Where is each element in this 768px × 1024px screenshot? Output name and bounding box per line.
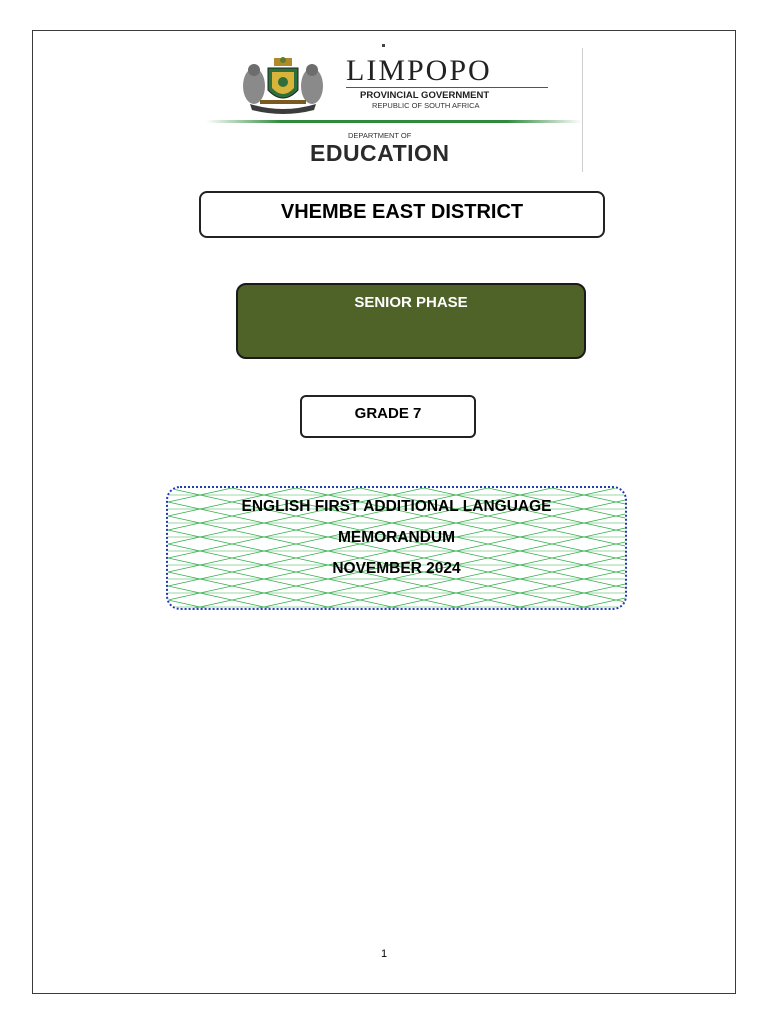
logo-department: EDUCATION (310, 140, 450, 166)
logo-title-rule (346, 87, 548, 88)
logo-department-prefix: DEPARTMENT OF (348, 131, 412, 140)
logo-mark (382, 44, 385, 47)
logo-subtitle: PROVINCIAL GOVERNMENT (360, 90, 490, 101)
phase-box (236, 283, 586, 359)
logo-divider (582, 48, 583, 172)
subject-title: ENGLISH FIRST ADDITIONAL LANGUAGE (241, 498, 552, 515)
coat-of-arms-icon (240, 56, 326, 116)
page-number: 1 (380, 948, 388, 960)
grade-box (300, 395, 476, 438)
logo-green-rule (206, 120, 582, 123)
document-type: MEMORANDUM (337, 529, 456, 546)
subject-box (166, 486, 627, 610)
limpopo-education-logo (206, 44, 586, 172)
phase-label: SENIOR PHASE (354, 294, 468, 311)
district-title: VHEMBE EAST DISTRICT (280, 201, 524, 223)
logo-country: REPUBLIC OF SOUTH AFRICA (372, 101, 480, 110)
district-title-box (199, 191, 605, 238)
grade-label: GRADE 7 (354, 405, 422, 422)
logo-title: LIMPOPO (346, 54, 492, 87)
exam-date: NOVEMBER 2024 (332, 560, 461, 577)
